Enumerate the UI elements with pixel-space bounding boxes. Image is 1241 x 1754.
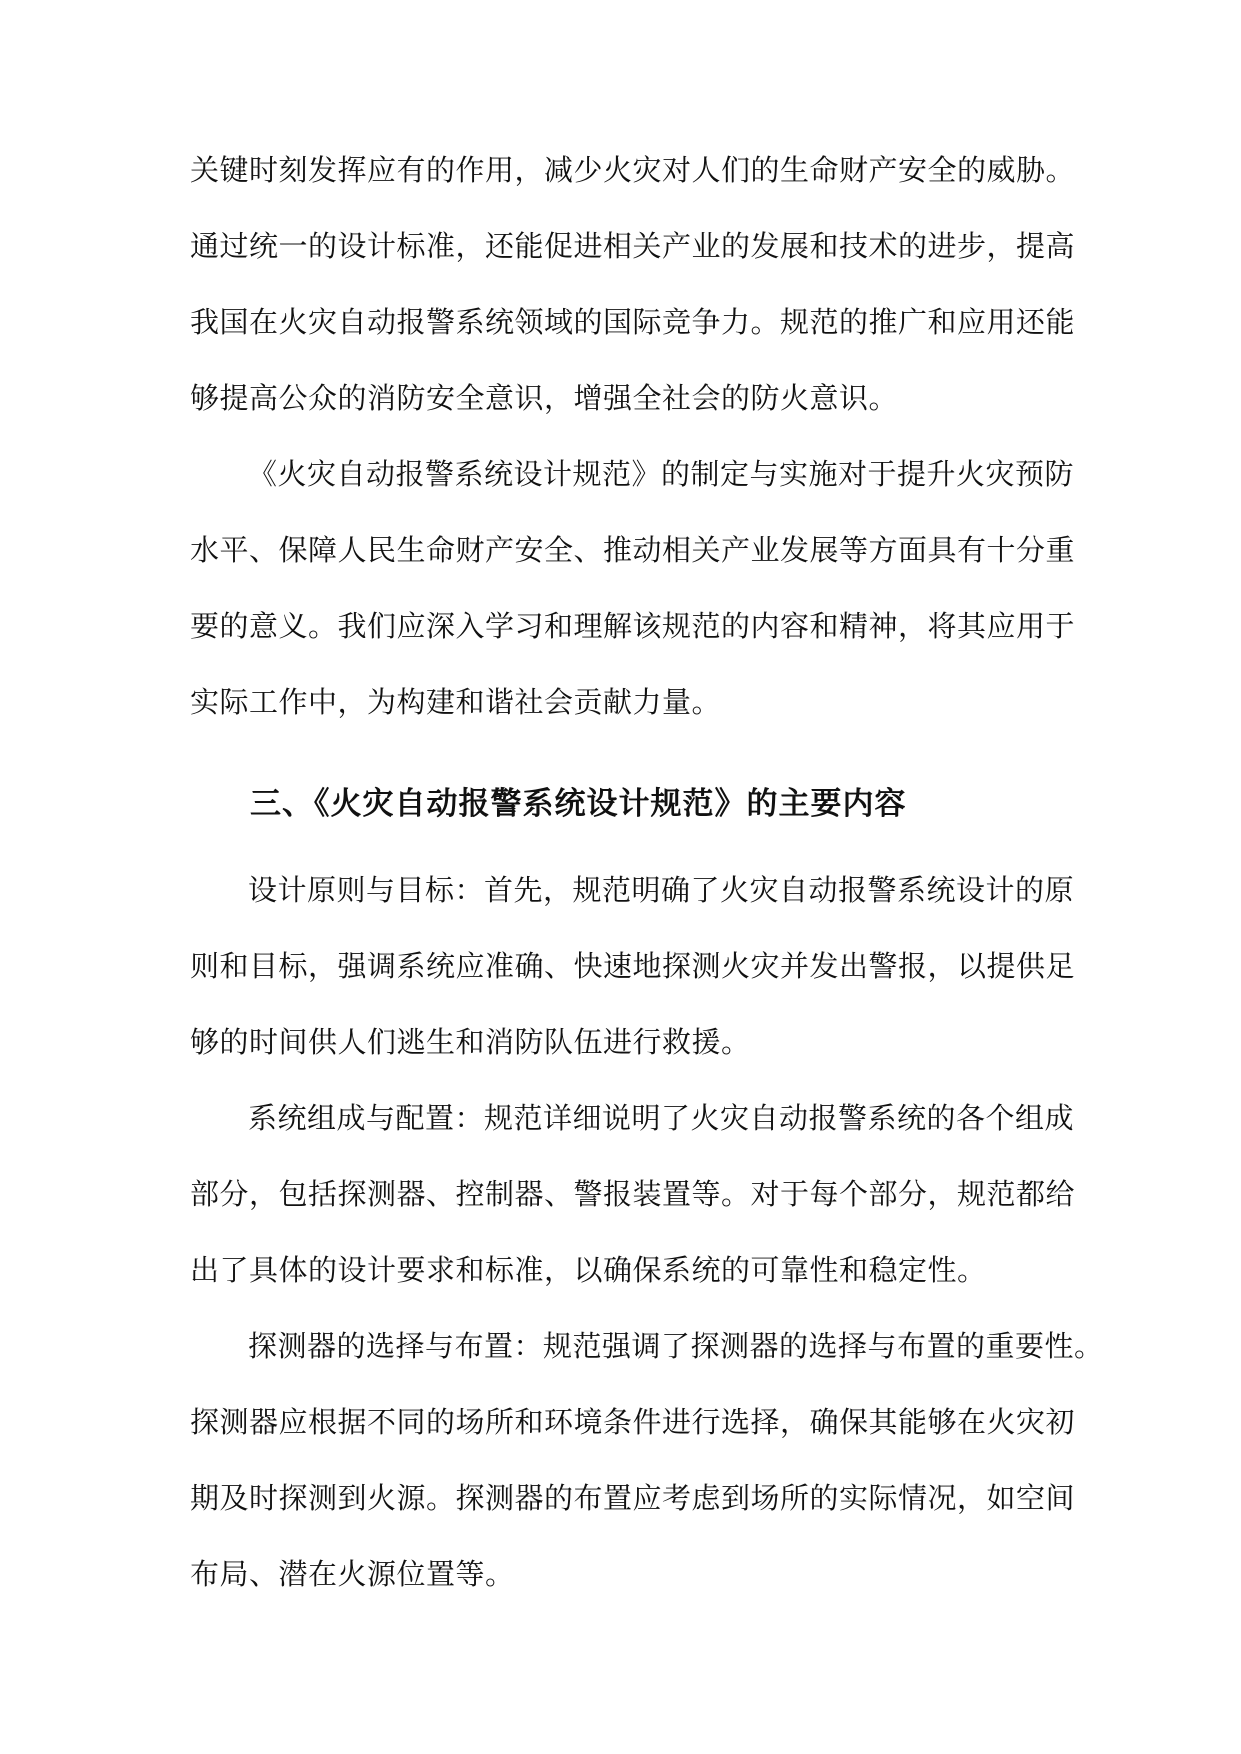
paragraph-4-line-1: 系统组成与配置：规范详细说明了火灾自动报警系统的各个组成 — [248, 1101, 1075, 1135]
paragraph-2-line-1: 《火灾自动报警系统设计规范》的制定与实施对于提升火灾预防 — [248, 457, 1075, 491]
paragraph-3-line-2: 则和目标，强调系统应准确、快速地探测火灾并发出警报，以提供足 — [190, 949, 1076, 983]
section-heading: 三、《火灾自动报警系统设计规范》的主要内容 — [250, 786, 907, 822]
paragraph-1-line-2: 通过统一的设计标准，还能促进相关产业的发展和技术的进步，提高 — [190, 229, 1076, 263]
paragraph-5-line-1: 探测器的选择与布置：规范强调了探测器的选择与布置的重要性。 — [248, 1329, 1104, 1363]
paragraph-4-line-3: 出了具体的设计要求和标准，以确保系统的可靠性和稳定性。 — [190, 1253, 987, 1287]
paragraph-5-line-2: 探测器应根据不同的场所和环境条件进行选择，确保其能够在火灾初 — [190, 1405, 1076, 1439]
paragraph-5-line-4: 布局、潜在火源位置等。 — [190, 1557, 515, 1591]
paragraph-1-line-3: 我国在火灾自动报警系统领域的国际竞争力。规范的推广和应用还能 — [190, 305, 1076, 339]
paragraph-3-line-1: 设计原则与目标：首先，规范明确了火灾自动报警系统设计的原 — [248, 873, 1075, 907]
paragraph-1-line-4: 够提高公众的消防安全意识，增强全社会的防火意识。 — [190, 381, 899, 415]
paragraph-2-line-4: 实际工作中，为构建和谐社会贡献力量。 — [190, 685, 722, 719]
paragraph-5-line-3: 期及时探测到火源。探测器的布置应考虑到场所的实际情况，如空间 — [190, 1481, 1076, 1515]
paragraph-2-line-2: 水平、保障人民生命财产安全、推动相关产业发展等方面具有十分重 — [190, 533, 1076, 567]
paragraph-2-line-3: 要的意义。我们应深入学习和理解该规范的内容和精神，将其应用于 — [190, 609, 1076, 643]
paragraph-4-line-2: 部分，包括探测器、控制器、警报装置等。对于每个部分，规范都给 — [190, 1177, 1076, 1211]
paragraph-1-line-1: 关键时刻发挥应有的作用，减少火灾对人们的生命财产安全的威胁。 — [190, 153, 1076, 187]
paragraph-3-line-3: 够的时间供人们逃生和消防队伍进行救援。 — [190, 1025, 751, 1059]
